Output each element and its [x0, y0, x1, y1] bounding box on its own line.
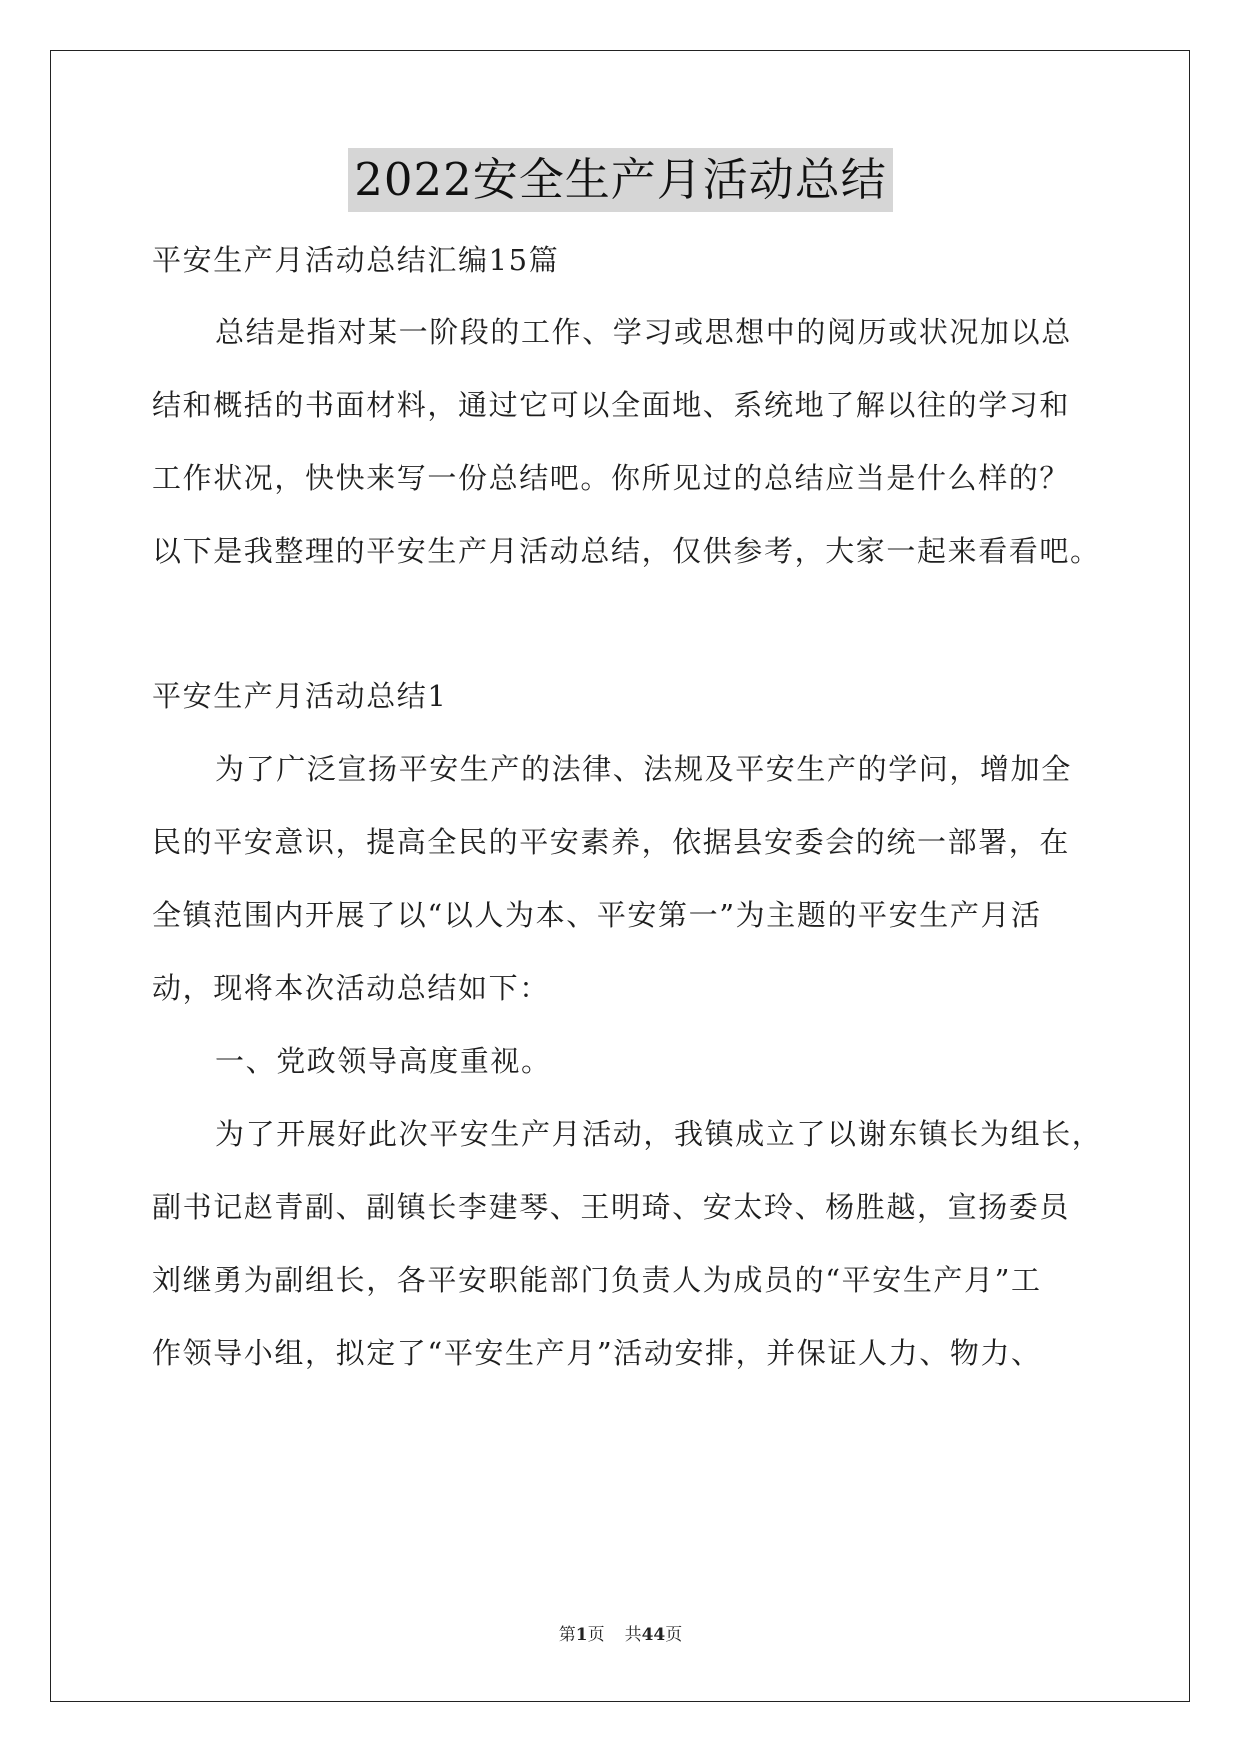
intro-line: 以下是我整理的平安生产月活动总结，仅供参考，大家一起来看看吧。: [152, 534, 1101, 568]
total-pages: 44: [641, 1625, 666, 1645]
paragraph-line: 动，现将本次活动总结如下：: [152, 971, 550, 1005]
paragraph-line: 副书记赵青副、副镇长李建琴、王明琦、安太玲、杨胜越，宣扬委员: [152, 1190, 1071, 1224]
total-prefix: 共: [624, 1625, 642, 1645]
paragraph-line: 作领导小组，拟定了“平安生产月”活动安排，并保证人力、物力、: [152, 1336, 1042, 1370]
page-suffix: 页: [587, 1625, 605, 1645]
total-suffix: 页: [665, 1625, 683, 1645]
intro-line: 工作状况，快快来写一份总结吧。你所见过的总结应当是什么样的？: [152, 461, 1071, 495]
page-footer: [0, 1624, 1241, 1646]
intro-line: 总结是指对某一阶段的工作、学习或思想中的阅历或状况加以总: [215, 315, 1072, 349]
paragraph-line: 刘继勇为副组长，各平安职能部门负责人为成员的“平安生产月”工: [152, 1263, 1042, 1297]
paragraph-line: 为了广泛宣扬平安生产的法律、法规及平安生产的学问，增加全: [215, 752, 1072, 786]
title-container: [0, 148, 1241, 212]
paragraph-line: 为了开展好此次平安生产月活动，我镇成立了以谢东镇长为组长，: [215, 1117, 1103, 1151]
section-heading: 平安生产月活动总结1: [152, 679, 448, 713]
paragraph-line: 全镇范围内开展了以“以人为本、平安第一”为主题的平安生产月活: [152, 898, 1042, 932]
page-number: 1: [575, 1625, 588, 1645]
document-subtitle: 平安生产月活动总结汇编15篇: [152, 243, 560, 277]
paragraph-line: 民的平安意识，提高全民的平安素养，依据县安委会的统一部署，在: [152, 825, 1071, 859]
document-title: 2022安全生产月活动总结: [348, 148, 893, 212]
intro-line: 结和概括的书面材料，通过它可以全面地、系统地了解以往的学习和: [152, 388, 1071, 422]
page-border: [50, 50, 1190, 1702]
page-prefix: 第: [558, 1625, 576, 1645]
point-heading: 一、党政领导高度重视。: [215, 1044, 552, 1078]
